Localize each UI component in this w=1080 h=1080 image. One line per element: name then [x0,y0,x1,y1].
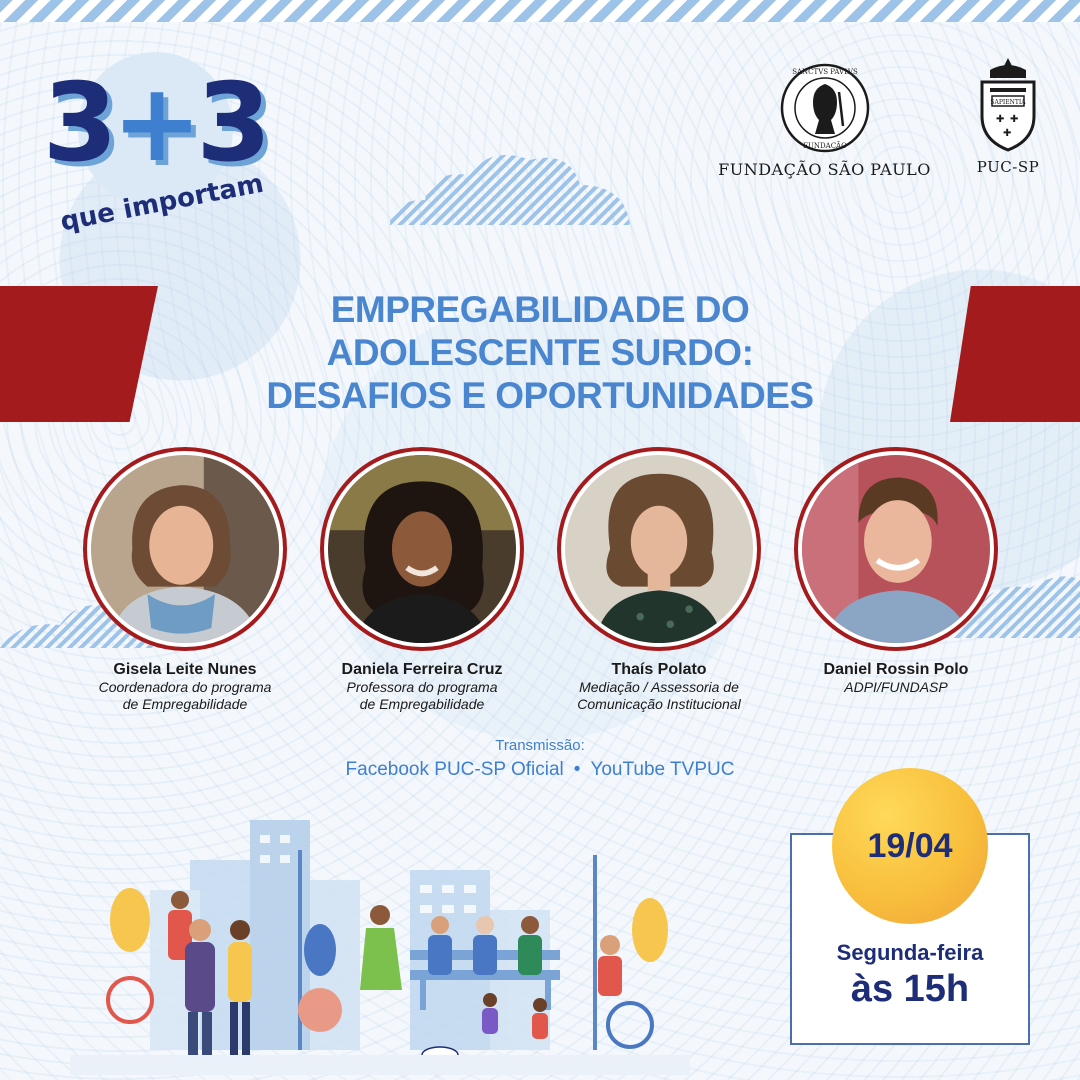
fundacao-name: FUNDAÇÃO SÃO PAULO [718,160,931,179]
speaker-name: Thaís Polato [611,661,707,678]
puc-sp-logo [968,56,1048,176]
puc-sp-name: PUC-SP [976,158,1040,176]
speaker-portrait-icon [91,455,279,643]
event-weekday: Segunda-feira [836,940,984,965]
speaker-name: Daniel Rossin Polo [823,661,969,678]
svg-text:SANCTVS PAVLVS: SANCTVS PAVLVS [791,68,858,76]
title-line-1: EMPREGABILIDADE DO [330,289,750,330]
fundacao-sao-paulo-logo [712,62,937,179]
svg-text:FUNDAÇÃO: FUNDAÇÃO [802,142,847,150]
speaker-photo [320,447,524,651]
top-stripes [0,0,1080,22]
separator-dot: • [573,759,581,780]
speaker-role: de Empregabilidade [122,696,248,712]
date-circle [832,768,988,924]
speaker-photo [557,447,761,651]
banner-right-red [950,286,1080,422]
people [108,891,652,1063]
svg-text:SAPIENTIA: SAPIENTIA [990,99,1026,106]
speaker-card [778,447,1014,696]
speaker-portrait-icon [328,455,516,643]
speaker-role: Mediação / Assessoria de [579,679,739,695]
speaker-name: Daniela Ferreira Cruz [341,661,503,678]
speaker-role: Professora do programa [346,679,498,695]
speaker-card [541,447,777,713]
speaker-card [304,447,540,713]
event-time: às 15h [850,968,970,1010]
event-title [200,288,880,417]
city-park-illustration [70,800,690,1075]
cloud-top [380,140,640,230]
puc-crest-icon [976,56,1040,152]
speaker-portrait-icon [802,455,990,643]
transmission-label: Transmissão: [495,737,585,754]
speaker-role: ADPI/FUNDASP [844,679,948,695]
youtube-channel-link[interactable]: YouTube TVPUC [590,759,735,780]
speaker-card [67,447,303,713]
speaker-portrait-icon [565,455,753,643]
speaker-photo [83,447,287,651]
fundacao-seal-icon [779,62,871,154]
facebook-channel-link[interactable]: Facebook PUC-SP Oficial [345,759,564,780]
title-line-3: DESAFIOS E OPORTUNIDADES [266,375,814,416]
speaker-role: de Empregabilidade [359,696,485,712]
speaker-role: Coordenadora do programa [98,679,272,695]
svg-text:✚: ✚ [1003,128,1012,139]
event-date: 19/04 [867,826,953,865]
logo-3-plus-3: 3+3 [42,61,266,186]
speaker-name: Gisela Leite Nunes [113,661,257,678]
title-line-2: ADOLESCENTE SURDO: [326,332,754,373]
speaker-photo [794,447,998,651]
speaker-role: Comunicação Institucional [577,696,741,712]
logo-tagline: que importam [57,168,267,238]
svg-text:✚: ✚ [996,114,1005,125]
svg-text:✚: ✚ [1010,114,1019,125]
